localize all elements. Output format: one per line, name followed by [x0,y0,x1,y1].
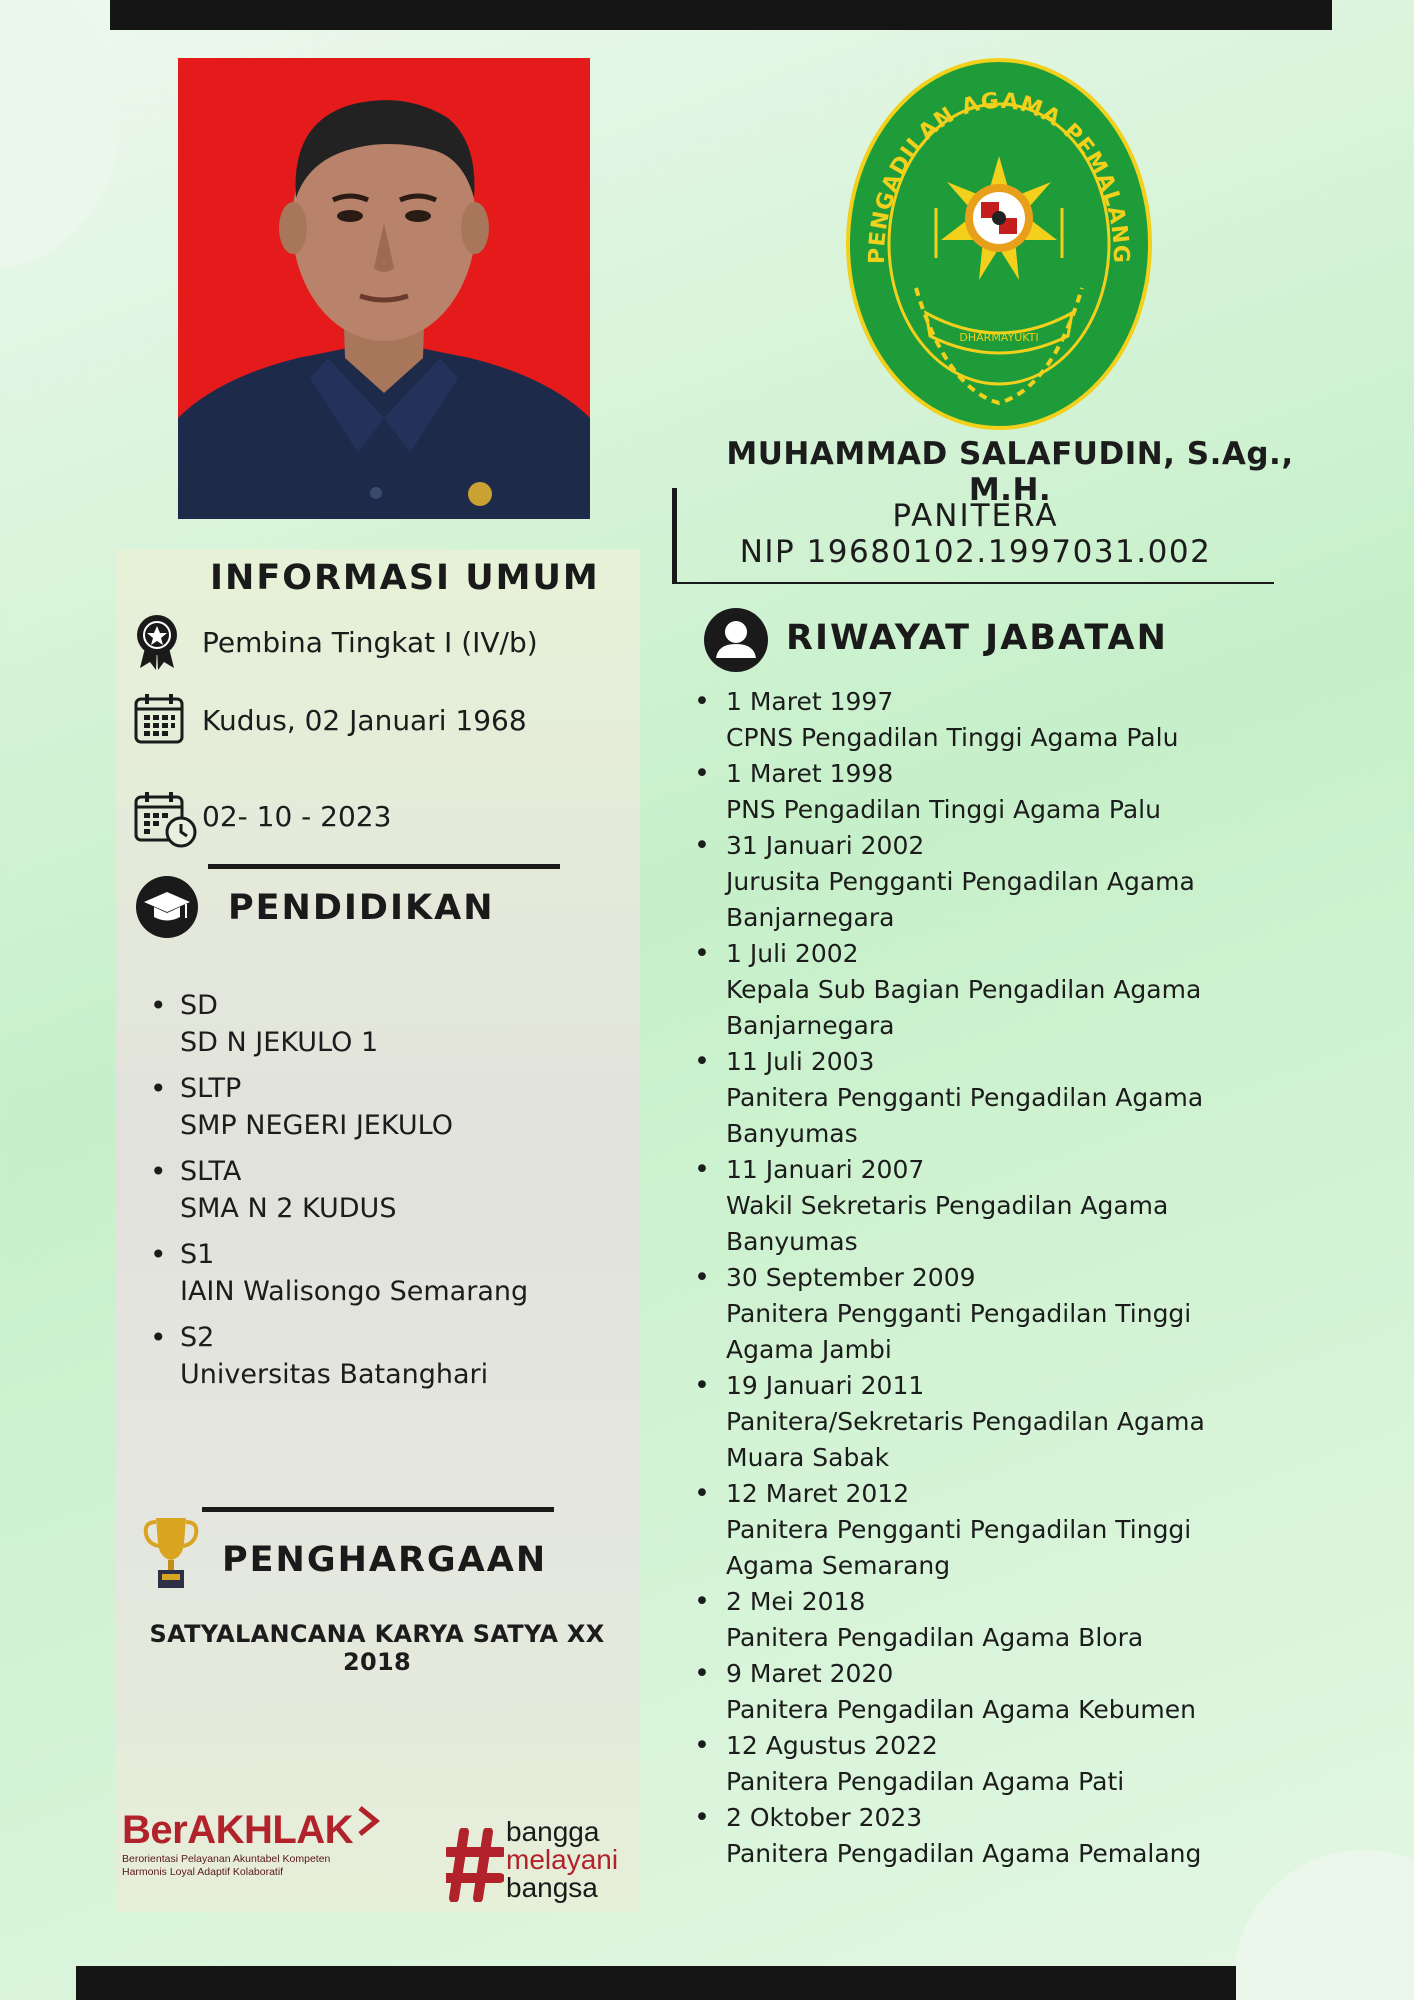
job-title: Jurusita Pengganti Pengadilan Agama [726,867,1195,896]
informasi-umum-title: INFORMASI UMUM [210,558,600,598]
list-item [150,1154,528,1228]
top-bar [110,0,1332,30]
education-school: SMP NEGERI JEKULO [180,1110,453,1141]
job-title: Panitera Pengganti Pengadilan Tinggi [726,1299,1192,1328]
position-box [672,488,1274,584]
pendidikan-title: PENDIDIKAN [228,888,495,928]
bottom-bar [76,1966,1236,2000]
job-date: 30 September 2009 [726,1263,976,1292]
bangsa-text: bangsa [506,1872,598,1903]
job-date: 1 Maret 1998 [726,759,894,788]
award-text: SATYALANCANA KARYA SATYA XX 2018 [149,1620,605,1676]
education-school: SD N JEKULO 1 [180,1027,379,1058]
education-level: S1 [180,1239,215,1270]
career-list [694,684,1205,1872]
profile-photo [178,58,590,519]
education-level: SLTA [180,1156,242,1187]
bangga-text: bangga [506,1816,600,1847]
list-item [150,1237,528,1311]
job-title: Agama Jambi [726,1335,892,1364]
person-name: MUHAMMAD SALAFUDIN, S.Ag., M.H. [726,436,1294,508]
education-list [150,988,528,1403]
calendar-icon [134,692,184,748]
birth-text: Kudus, 02 Januari 1968 [202,704,527,737]
graduation-cap-icon [136,876,198,942]
berakhlak-line-2: Harmonis Loyal Adaptif Kolaboratif [122,1866,284,1878]
job-title: Panitera Pengadilan Agama Blora [726,1623,1144,1652]
list-item [694,1728,1205,1800]
job-date: 19 Januari 2011 [726,1371,925,1400]
divider-line [208,864,560,869]
list-item [694,936,1205,1044]
list-item [694,828,1205,936]
bangga-melayani-bangsa-logo [446,1818,646,1908]
berakhlak-line-1: Berorientasi Pelayanan Akuntabel Kompeten [122,1853,331,1865]
education-school: IAIN Walisongo Semarang [180,1276,529,1307]
job-title: Muara Sabak [726,1443,890,1472]
job-title: Panitera/Sekretaris Pengadilan Agama [726,1407,1205,1436]
user-icon [704,608,768,676]
list-item [694,1476,1205,1584]
divider-line [202,1507,554,1512]
job-date: 11 Januari 2007 [726,1155,925,1184]
education-school: Universitas Batanghari [180,1359,489,1390]
list-item [694,1656,1205,1728]
list-item [150,988,528,1062]
list-item [694,1152,1205,1260]
list-item [694,1260,1205,1368]
job-title: PNS Pengadilan Tinggi Agama Palu [726,795,1161,824]
logo-ribbon-text: DHARMAYUKTI [959,331,1039,344]
position-title: PANITERA [892,498,1059,534]
job-title: Banyumas [726,1227,858,1256]
list-item [694,1584,1205,1656]
list-item [150,1320,528,1394]
education-level: SD [180,990,218,1021]
job-date: 2 Oktober 2023 [726,1803,923,1832]
job-title: CPNS Pengadilan Tinggi Agama Palu [726,723,1179,752]
list-item [150,1071,528,1145]
education-level: S2 [180,1322,215,1353]
chevron-right-icon [356,1806,380,1836]
rank-text: Pembina Tingkat I (IV/b) [202,626,538,659]
job-date: 9 Maret 2020 [726,1659,894,1688]
education-level: SLTP [180,1073,242,1104]
medal-badge-icon [134,614,180,674]
job-date: 2 Mei 2018 [726,1587,866,1616]
job-title: Banjarnegara [726,903,895,932]
melayani-text: melayani [506,1844,619,1875]
list-item [694,1368,1205,1476]
job-date: 11 Juli 2003 [726,1047,875,1076]
job-title: Panitera Pengadilan Agama Pemalang [726,1839,1202,1868]
education-school: SMA N 2 KUDUS [180,1193,397,1224]
job-date: 12 Maret 2012 [726,1479,910,1508]
date-text: 02- 10 - 2023 [202,800,392,833]
job-title: Panitera Pengganti Pengadilan Tinggi [726,1515,1192,1544]
decorative-circle-top [0,0,120,270]
penghargaan-title: PENGHARGAAN [222,1540,548,1580]
nip-number: NIP 19680102.1997031.002 [739,534,1212,570]
job-date: 31 Januari 2002 [726,831,925,860]
job-title: Banjarnegara [726,1011,895,1040]
calendar-clock-icon [134,790,198,852]
job-title: Panitera Pengganti Pengadilan Agama [726,1083,1204,1112]
job-date: 1 Juli 2002 [726,939,859,968]
decorative-circle-bottom [1234,1850,1414,2000]
list-item [694,756,1205,828]
list-item [694,684,1205,756]
trophy-icon [142,1514,200,1594]
berakhlak-logo [122,1808,392,1879]
list-item [694,1800,1205,1872]
riwayat-jabatan-title: RIWAYAT JABATAN [786,618,1168,658]
job-title: Banyumas [726,1119,858,1148]
job-title: Kepala Sub Bagian Pengadilan Agama [726,975,1202,1004]
list-item [694,1044,1205,1152]
job-title: Agama Semarang [726,1551,951,1580]
court-logo [846,58,1152,430]
job-title: Panitera Pengadilan Agama Kebumen [726,1695,1196,1724]
job-title: Wakil Sekretaris Pengadilan Agama [726,1191,1169,1220]
job-title: Panitera Pengadilan Agama Pati [726,1767,1125,1796]
logo-arc-text: PENGADILAN AGAMA PEMALANG [864,88,1134,265]
job-date: 12 Agustus 2022 [726,1731,938,1760]
hashtag-icon [446,1828,504,1902]
job-date: 1 Maret 1997 [726,687,894,716]
portrait-illustration [178,58,590,519]
berakhlak-word: BerAKHLAK [122,1808,354,1852]
